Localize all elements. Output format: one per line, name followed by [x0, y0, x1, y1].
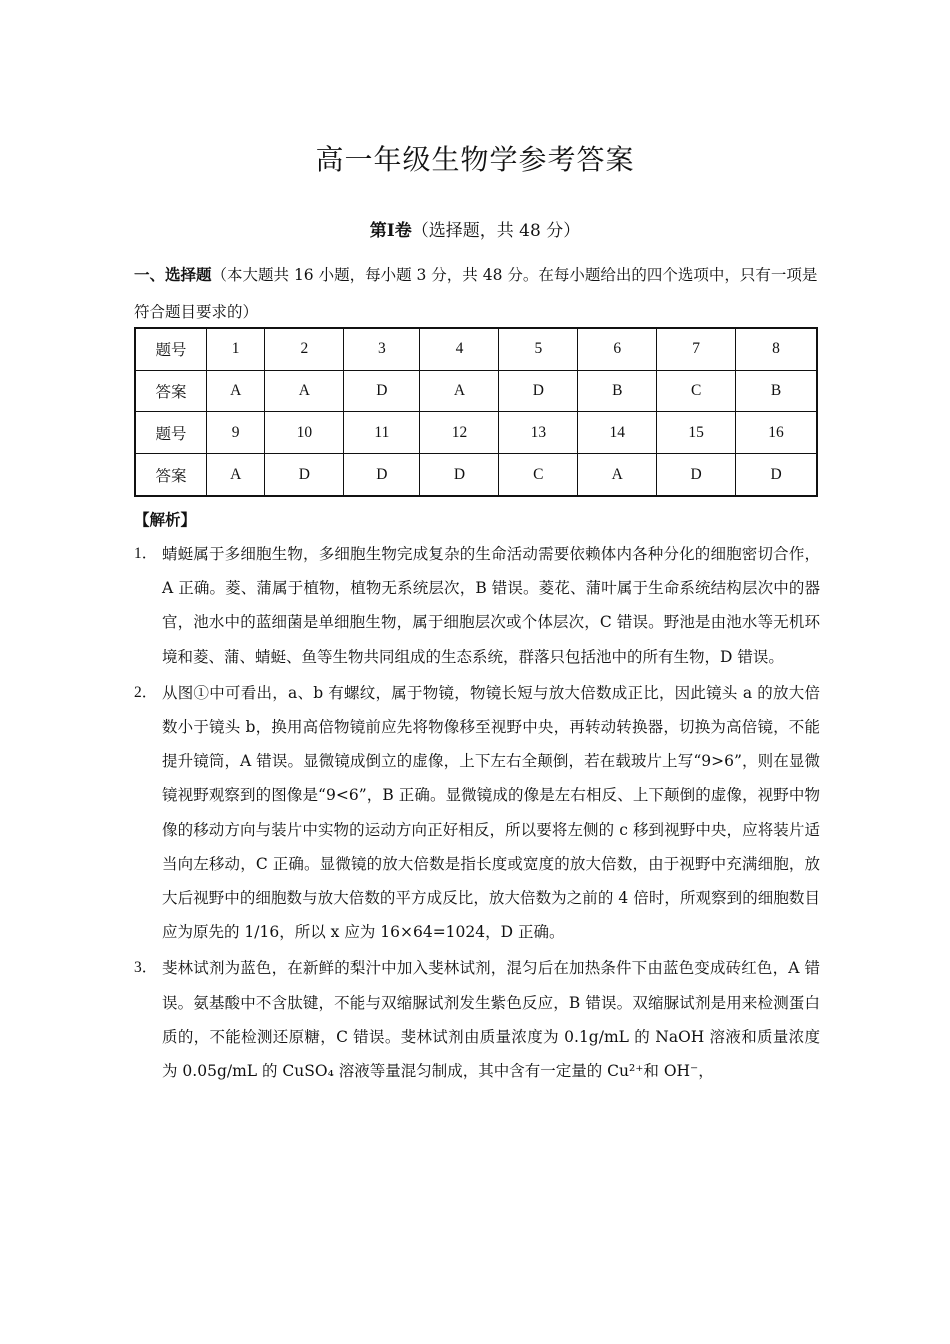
table-cell: B: [736, 370, 817, 412]
item-number: 2．: [134, 683, 158, 701]
table-cell: C: [499, 454, 578, 496]
table-cell: 12: [420, 412, 499, 454]
row-header-cell: 答案: [135, 454, 207, 496]
table-cell: A: [578, 454, 657, 496]
analysis-heading: 【解析】: [134, 510, 197, 529]
section-heading: [134, 256, 819, 331]
table-cell: D: [420, 454, 499, 496]
part-heading: [0, 216, 950, 241]
section-desc: （本大题共 16 小题，每小题 3 分，共 48 分。在每小题给出的四个选项中，只有一项是符合题目要求的）: [134, 266, 818, 321]
table-cell: A: [207, 454, 265, 496]
item-number: 3．: [134, 959, 158, 977]
analysis-item: [134, 951, 820, 1088]
item-text: 蜻蜓属于多细胞生物，多细胞生物完成复杂的生命活动需要依赖体内各种分化的细胞密切合作，A 正确。菱、蒲属于植物，植物无系统层次，B 错误。菱花、蒲叶属于生命系统结构层次中的器官，池水中的蓝细菌是单细胞生物，属于细胞层次或个体层次，C 错误。野池是由池水等无机环境和菱、蒲、蜻蜓、鱼等生物共同组成的生态系统，群落只包括池中的所有生物，D 错误。: [162, 545, 820, 666]
table-cell: D: [657, 454, 736, 496]
table-cell: 7: [657, 328, 736, 370]
table-cell: 10: [265, 412, 344, 454]
table-cell: C: [657, 370, 736, 412]
table-cell: A: [420, 370, 499, 412]
table-row: [135, 454, 817, 496]
analysis-item: [134, 676, 820, 950]
analysis-item: [134, 537, 820, 674]
table-row: [135, 370, 817, 412]
table-cell: D: [344, 454, 420, 496]
table-cell: D: [344, 370, 420, 412]
answer-table: [134, 327, 818, 497]
table-cell: 2: [265, 328, 344, 370]
analysis-list: [134, 537, 820, 1090]
table-cell: D: [736, 454, 817, 496]
table-cell: 15: [657, 412, 736, 454]
table-cell: 9: [207, 412, 265, 454]
table-cell: B: [578, 370, 657, 412]
part-desc: （选择题，共 48 分）: [411, 221, 581, 241]
table-row: [135, 412, 817, 454]
table-cell: A: [265, 370, 344, 412]
table-cell: 16: [736, 412, 817, 454]
table-cell: 14: [578, 412, 657, 454]
table-cell: 13: [499, 412, 578, 454]
page-title: 高一年级生物学参考答案: [315, 143, 635, 176]
table-cell: A: [207, 370, 265, 412]
table-cell: D: [499, 370, 578, 412]
table-cell: 11: [344, 412, 420, 454]
section-label: 一、选择题: [134, 265, 212, 284]
table-cell: 5: [499, 328, 578, 370]
item-number: 1．: [134, 545, 158, 562]
row-header-cell: 题号: [135, 412, 207, 454]
table-row: [135, 328, 817, 370]
table-cell: 8: [736, 328, 817, 370]
row-header-cell: 答案: [135, 370, 207, 412]
item-text: 斐林试剂为蓝色，在新鲜的梨汁中加入斐林试剂，混匀后在加热条件下由蓝色变成砖红色，A 错误。氨基酸中不含肽键，不能与双缩脲试剂发生紫色反应，B 错误。双缩脲试剂是用来检测蛋白质的，不能检测还原糖，C 错误。斐林试剂由质量浓度为 0.1g/mL 的 NaOH 溶液和质量浓度为 0.05g/mL 的 CuSO₄ 溶液等量混匀制成，其中含有一定量的 Cu²⁺和 OH⁻，: [162, 959, 820, 1081]
row-header-cell: 题号: [135, 328, 207, 370]
part-label: 第Ⅰ卷: [369, 221, 412, 241]
item-text: 从图①中可看出，a、b 有螺纹，属于物镜，物镜长短与放大倍数成正比，因此镜头 a 的放大倍数小于镜头 b，换用高倍物镜前应先将物像移至视野中央，再转动转换器，切换为高倍镜，不能提升镜筒，A 错误。显微镜成倒立的虚像，上下左右全颠倒，若在载玻片上写“9>6”，则在显微镜视野观察到的图像是“9<6”，B 正确。显微镜成的像是左右相反、上下颠倒的虚像，视野中物像的移动方向与装片中实物的运动方向正好相反，所以要将左侧的 c 移到视野中央，应将装片适当向左移动，C 正确。显微镜的放大倍数是指长度或宽度的放大倍数，由于视野中充满细胞，放大后视野中的细胞数与放大倍数的平方成反比，放大倍数为之前的 4 倍时，所观察到的细胞数目应为原先的 1/16，所以 x 应为 16×64=1024，D 正确。: [162, 683, 820, 942]
table-cell: D: [265, 454, 344, 496]
table-cell: 3: [344, 328, 420, 370]
table-cell: 4: [420, 328, 499, 370]
table-cell: 6: [578, 328, 657, 370]
table-cell: 1: [207, 328, 265, 370]
